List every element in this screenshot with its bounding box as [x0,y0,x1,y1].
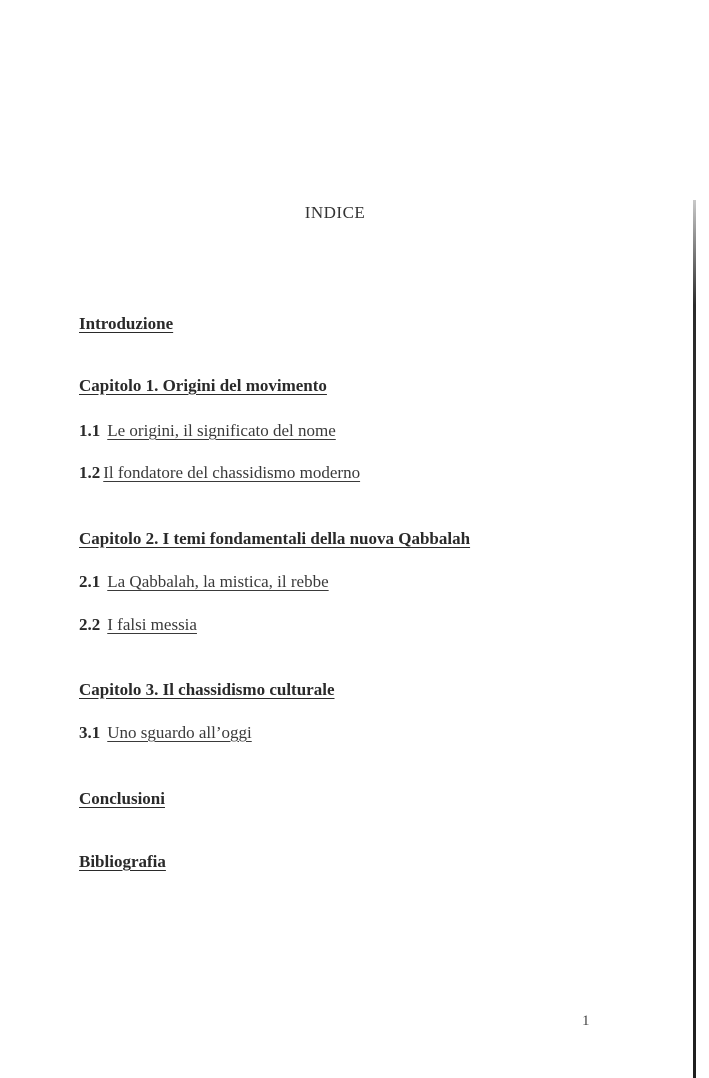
section-label: La Qabbalah, la mistica, il rebbe [107,572,329,591]
toc-section-1-1 [79,421,336,441]
page-title: INDICE [304,203,366,222]
section-label: Uno sguardo all’oggi [107,723,252,742]
section-number: 3.1 [79,723,101,742]
toc-chapter-1-heading: Capitolo 1. Origini del movimento [79,376,327,395]
section-number: 1.2 [79,463,101,482]
toc-section-2-2 [79,615,197,635]
toc-bibliography: Bibliografia [79,852,166,871]
toc-section-2-1 [79,572,329,592]
toc-introduction: Introduzione [79,314,174,333]
section-label: Le origini, il significato del nome [107,421,336,440]
section-label: I falsi messia [107,615,197,634]
section-label: Il fondatore del chassidismo moderno [103,463,361,482]
toc-section-1-2 [79,463,360,483]
page-number: 1 [582,1013,590,1029]
toc-chapter-3-heading: Capitolo 3. Il chassidismo culturale [79,680,335,699]
toc-chapter-2-heading: Capitolo 2. I temi fondamentali della nuova Qabbalah [79,529,471,548]
section-number: 1.1 [79,421,101,440]
section-number: 2.2 [79,615,101,634]
toc-section-3-1 [79,723,252,743]
page-edge-shadow [693,200,696,1078]
toc-conclusions: Conclusioni [79,789,165,808]
section-number: 2.1 [79,572,101,591]
